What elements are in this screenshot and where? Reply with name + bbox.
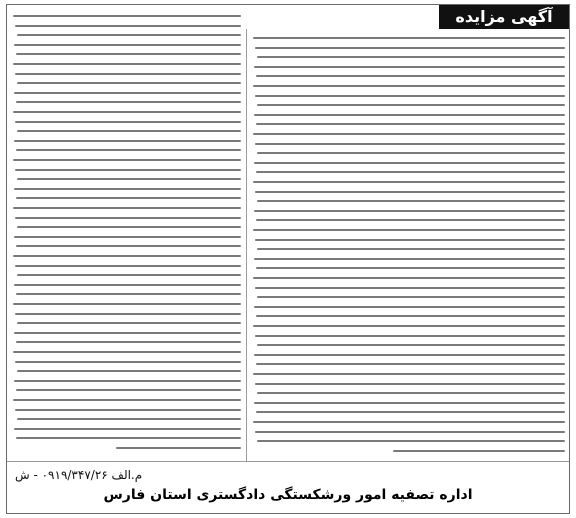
text-line-placeholder — [256, 123, 565, 125]
text-line-placeholder — [13, 303, 241, 305]
text-line-placeholder — [253, 277, 565, 279]
text-line-placeholder — [253, 229, 565, 231]
text-line-placeholder — [254, 258, 565, 260]
text-line-placeholder — [255, 287, 565, 289]
text-line-placeholder — [16, 245, 241, 247]
text-line-placeholder — [13, 351, 241, 353]
text-line-placeholder — [15, 25, 241, 27]
text-line-placeholder — [14, 284, 241, 286]
text-line-placeholder — [254, 210, 565, 212]
text-line-placeholder — [14, 332, 241, 334]
text-line-placeholder — [17, 322, 241, 324]
text-line-placeholder — [15, 73, 241, 75]
text-line-placeholder — [13, 15, 241, 17]
text-line-placeholder — [13, 255, 241, 257]
text-line-placeholder — [14, 428, 241, 430]
text-line-placeholder — [14, 188, 241, 190]
text-line-placeholder — [116, 447, 241, 449]
text-line-placeholder — [257, 152, 565, 154]
text-line-placeholder — [16, 341, 241, 343]
text-line-placeholder — [17, 226, 241, 228]
text-line-placeholder — [16, 53, 241, 55]
column-divider — [246, 29, 247, 461]
text-line-placeholder — [256, 75, 565, 77]
text-line-placeholder — [17, 274, 241, 276]
text-line-placeholder — [15, 361, 241, 363]
text-line-placeholder — [254, 306, 565, 308]
text-line-placeholder — [255, 383, 565, 385]
text-line-placeholder — [16, 389, 241, 391]
text-line-placeholder — [255, 239, 565, 241]
text-line-placeholder — [15, 217, 241, 219]
text-line-placeholder — [16, 437, 241, 439]
text-line-placeholder — [15, 409, 241, 411]
text-line-placeholder — [255, 47, 565, 49]
text-line-placeholder — [257, 104, 565, 106]
text-line-placeholder — [13, 159, 241, 161]
text-line-placeholder — [253, 325, 565, 327]
text-line-placeholder — [256, 171, 565, 173]
text-line-placeholder — [13, 207, 241, 209]
text-line-placeholder — [257, 296, 565, 298]
text-line-placeholder — [253, 373, 565, 375]
text-line-placeholder — [254, 402, 565, 404]
text-line-placeholder — [16, 101, 241, 103]
text-line-placeholder — [256, 267, 565, 269]
text-line-placeholder — [253, 85, 565, 87]
text-line-placeholder — [13, 399, 241, 401]
text-line-placeholder — [16, 293, 241, 295]
text-line-placeholder — [14, 380, 241, 382]
text-line-placeholder — [257, 440, 565, 442]
text-line-placeholder — [14, 236, 241, 238]
text-line-placeholder — [17, 418, 241, 420]
text-line-placeholder — [17, 130, 241, 132]
text-line-placeholder — [393, 450, 565, 452]
text-line-placeholder — [255, 95, 565, 97]
text-line-placeholder — [255, 143, 565, 145]
text-line-placeholder — [13, 111, 241, 113]
text-line-placeholder — [254, 354, 565, 356]
auction-notice — [6, 4, 570, 514]
text-line-placeholder — [13, 63, 241, 65]
text-line-placeholder — [255, 431, 565, 433]
text-line-placeholder — [17, 178, 241, 180]
text-line-placeholder — [17, 370, 241, 372]
text-line-placeholder — [15, 169, 241, 171]
text-line-placeholder — [256, 315, 565, 317]
text-line-placeholder — [254, 66, 565, 68]
text-line-placeholder — [15, 313, 241, 315]
text-line-placeholder — [16, 197, 241, 199]
text-line-placeholder — [257, 248, 565, 250]
notice-reference-number: م.الف ۰۹۱۹/۳۴۷/۲۶ - ش — [15, 468, 143, 482]
text-line-placeholder — [253, 421, 565, 423]
text-line-placeholder — [16, 149, 241, 151]
text-line-placeholder — [256, 411, 565, 413]
text-line-placeholder — [17, 82, 241, 84]
text-line-placeholder — [253, 37, 565, 39]
footer-divider — [7, 461, 569, 462]
text-line-placeholder — [257, 200, 565, 202]
notice-title: آگهی مزایده — [439, 5, 569, 29]
text-line-placeholder — [253, 133, 565, 135]
text-line-placeholder — [15, 121, 241, 123]
text-line-placeholder — [15, 265, 241, 267]
text-line-placeholder — [17, 34, 241, 36]
text-line-placeholder — [254, 114, 565, 116]
text-line-placeholder — [255, 335, 565, 337]
notice-issuer: اداره تصفیه امور ورشکستگی دادگستری استان فارس — [103, 487, 473, 503]
text-line-placeholder — [14, 44, 241, 46]
text-line-placeholder — [14, 140, 241, 142]
text-line-placeholder — [257, 56, 565, 58]
text-line-placeholder — [257, 392, 565, 394]
text-line-placeholder — [257, 344, 565, 346]
text-line-placeholder — [256, 363, 565, 365]
text-line-placeholder — [256, 219, 565, 221]
notice-body-left-column — [13, 11, 241, 457]
notice-body-right-column — [253, 33, 565, 457]
text-line-placeholder — [14, 92, 241, 94]
text-line-placeholder — [254, 162, 565, 164]
text-line-placeholder — [253, 181, 565, 183]
text-line-placeholder — [255, 191, 565, 193]
